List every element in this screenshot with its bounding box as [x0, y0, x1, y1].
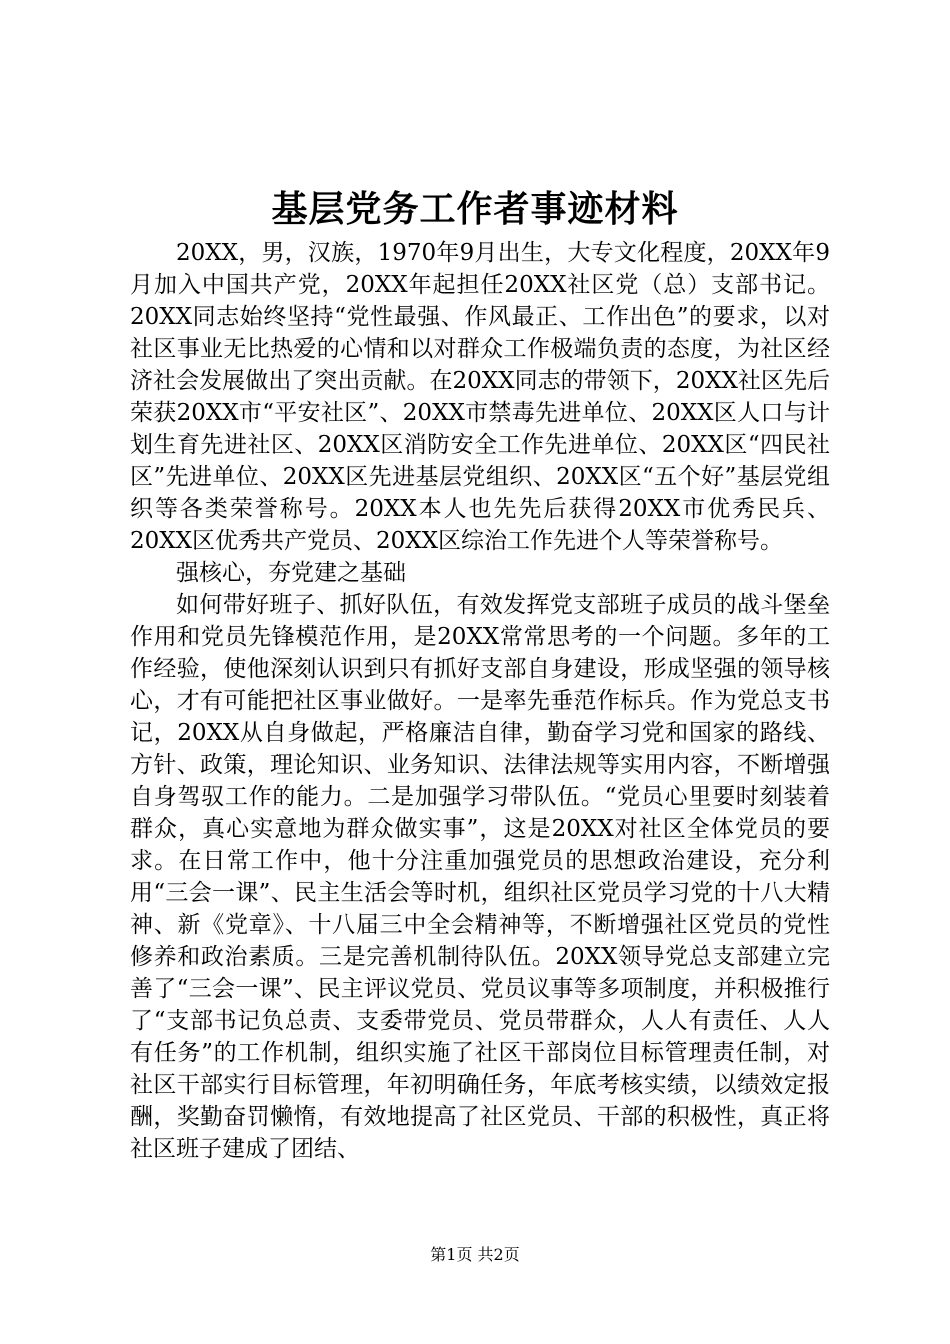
section-heading: 强核心，夯党建之基础: [176, 560, 406, 586]
page-number-footer: 第1页 共2页: [430, 1245, 520, 1264]
paragraph-section-body: 如何带好班子、抓好队伍，有效发挥党支部班子成员的战斗堡垒作用和党员先锋模范作用，是20XX常常思考的一个问题。多年的工作经验，使他深刻认识到只有抓好支部自身建设，形成坚强的领导核心，才有可能把社区事业做好。一是率先垂范作标兵。作为党总支书记，20XX从自身做起，严格廉洁自律，勤奋学习党和国家的路线、方针、政策，理论知识、业务知识、法律法规等实用内容，不断增强自身驾驭工作的能力。二是加强学习带队伍。“党员心里要时刻装着群众，真心实意地为群众做实事”，这是20XX对社区全体党员的要求。在日常工作中，他十分注重加强党员的思想政治建设，充分利用“三会一课”、民主生活会等时机，组织社区党员学习党的十八大精神、新《党章》、十八届三中全会精神等，不断增强社区党员的党性修养和政治素质。三是完善机制待队伍。20XX领导党总支部建立完善了“三会一课”、民主评议党员、党员议事等多项制度，并积极推行了“支部书记负总责、支委带党员、党员带群众，人人有责任、人人有任务”的工作机制，组织实施了社区干部岗位目标管理责任制，对社区干部实行目标管理，年初明确任务，年底考核实绩，以绩效定报酬，奖勤奋罚懒惰，有效地提高了社区党员、干部的积极性，真正将社区班子建成了团结、: [130, 592, 830, 1162]
document-body: [130, 237, 830, 1165]
paragraph-intro: 20XX，男，汉族，1970年9月出生，大专文化程度，20XX年9月加入中国共产党，20XX年起担任20XX社区党（总）支部书记。20XX同志始终坚持“党性最强、作风最正、工作出色”的要求，以对社区事业无比热爱的心情和以对群众工作极端负责的态度，为社区经济社会发展做出了突出贡献。在20XX同志的带领下，20XX社区先后荣获20XX市“平安社区”、20XX市禁毒先进单位、20XX区人口与计划生育先进社区、20XX区消防安全工作先进单位、20XX区“四民社区”先进单位、20XX区先进基层党组织、20XX区“五个好”基层党组织等各类荣誉称号。20XX本人也先先后获得20XX市优秀民兵、20XX区优秀共产党员、20XX区综治工作先进个人等荣誉称号。: [130, 240, 830, 554]
document-title: 基层党务工作者事迹材料: [271, 188, 679, 230]
